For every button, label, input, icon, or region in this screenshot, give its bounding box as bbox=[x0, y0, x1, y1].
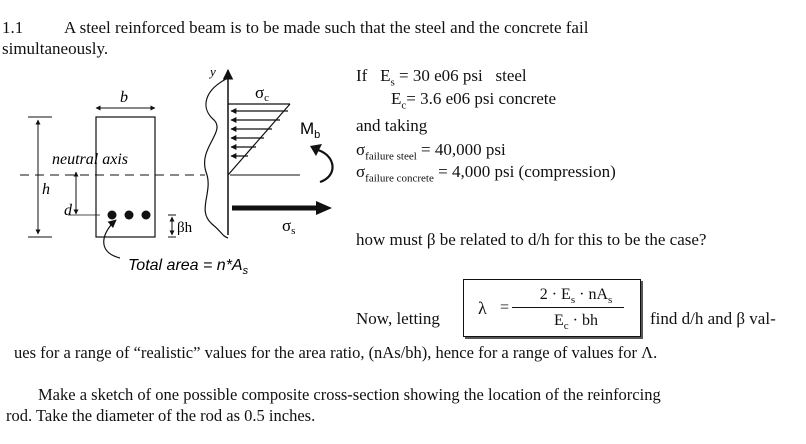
rod-2 bbox=[125, 211, 134, 220]
problem-line-2: simultaneously. bbox=[2, 39, 109, 58]
rod-3 bbox=[142, 211, 151, 220]
sketch-line-1: Make a sketch of one possible composite cross-section showing the location of the reinforcing bbox=[38, 385, 661, 404]
rod-1 bbox=[108, 211, 117, 220]
equation-numerator: $2 \cdot E_s \cdot nA_s$ bbox=[539, 286, 613, 307]
find-text: find d/h and β val- bbox=[650, 309, 776, 328]
given-sigma-concrete: $\sigma_{failure concrete} = 4,000$ psi (compression) bbox=[356, 162, 616, 185]
equation-denominator: $E_c$ · bh bbox=[554, 312, 598, 333]
total-area-label: Total area = $n*A_s$ bbox=[128, 257, 249, 277]
beam-cross-section-figure bbox=[0, 60, 350, 280]
sigma-c-label: σc bbox=[255, 83, 270, 104]
given-ec-line: $E_c= 3.6$ e06 psi concrete bbox=[391, 89, 557, 112]
total-area-leader bbox=[104, 220, 120, 258]
sigma-s-label: σs bbox=[282, 216, 296, 237]
y-axis-label: y bbox=[210, 64, 216, 79]
given-sigma-steel: $\sigma_{failure steel} = 40,000$ psi bbox=[356, 140, 506, 163]
question-text: how must β be related to d/h for this to be the case? bbox=[356, 230, 707, 249]
fraction-bar bbox=[512, 307, 624, 308]
problem-line-1: A steel reinforced beam is to be made such that the steel and the concrete fail bbox=[64, 18, 589, 37]
now-letting-text: Now, letting bbox=[356, 309, 440, 328]
ratio-line: ues for a range of “realistic” values for the area ratio, (nAs/bh), hence for a range of values for Λ. bbox=[14, 343, 658, 362]
beam-profile-curve bbox=[205, 78, 228, 238]
given-taking: and taking bbox=[356, 116, 428, 135]
neutral-axis-label: neutral axis bbox=[52, 151, 128, 168]
moment-arc bbox=[318, 150, 333, 182]
given-es-line: If $E_s = 30$ e06 psi steel bbox=[356, 66, 527, 89]
b-label: b bbox=[120, 89, 128, 106]
d-label: d bbox=[64, 202, 72, 219]
equals-sign: = bbox=[500, 299, 510, 316]
beta-h-label: βh bbox=[177, 220, 193, 236]
sketch-line-2: rod. Take the diameter of the rod as 0.5 inches. bbox=[6, 406, 316, 425]
lambda-symbol: λ bbox=[478, 298, 487, 318]
moment-label: $M_b$ bbox=[300, 119, 321, 141]
lambda-equation-box bbox=[463, 279, 641, 337]
compression-arrows bbox=[231, 111, 288, 156]
problem-number: 1.1 bbox=[2, 18, 24, 37]
h-label: h bbox=[42, 181, 50, 198]
